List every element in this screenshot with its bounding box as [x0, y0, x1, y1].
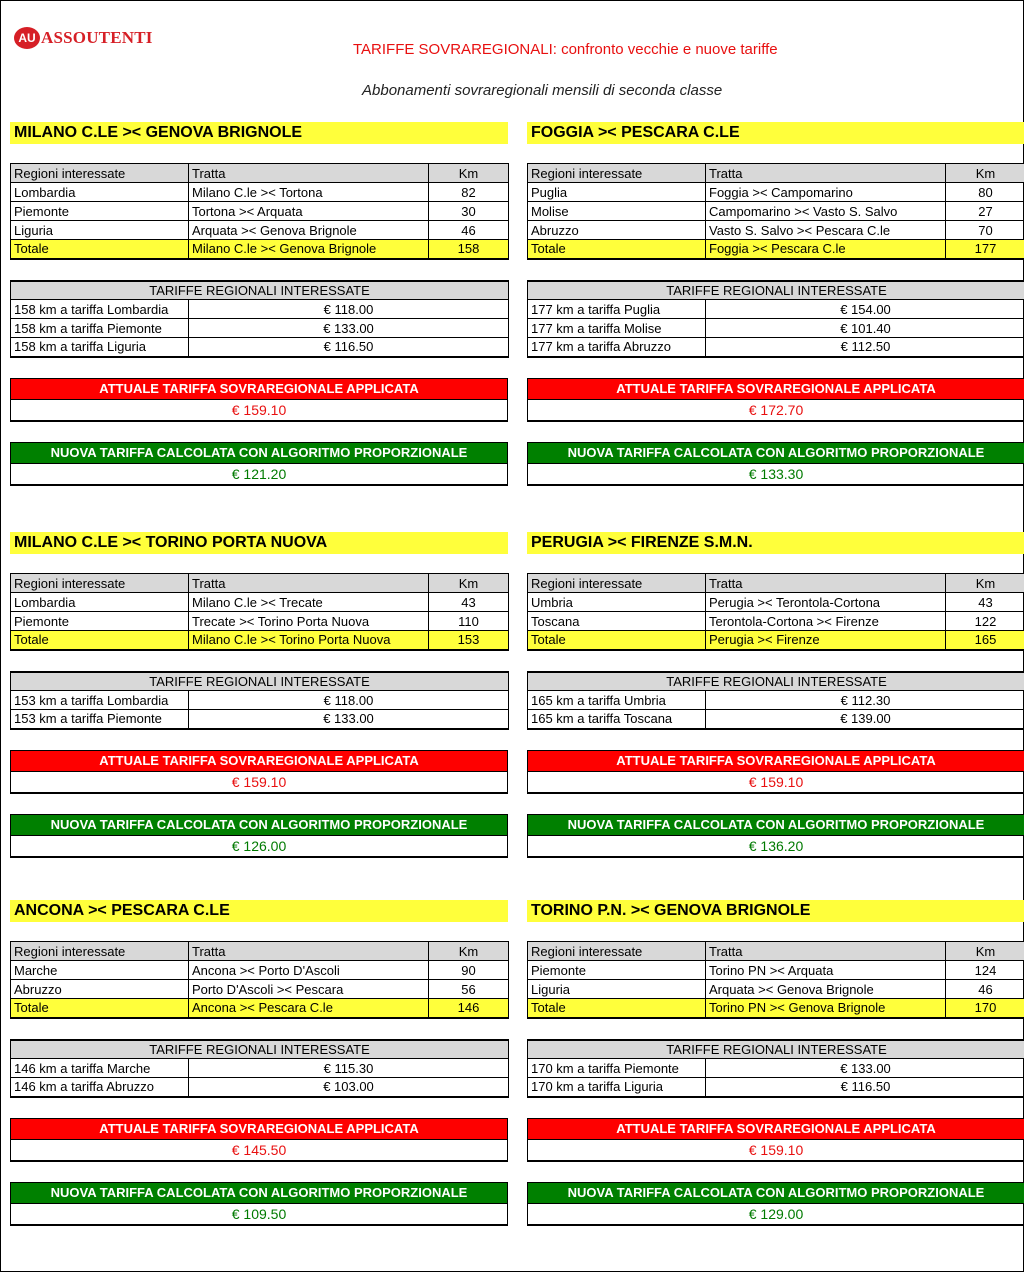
- table-row: [11, 183, 509, 202]
- km-cell: 46: [946, 980, 1024, 999]
- current-fare-value: € 145.50: [11, 1139, 507, 1160]
- table-row: [528, 221, 1024, 240]
- current-fare-box: [527, 1118, 1024, 1162]
- current-fare-box: [527, 750, 1024, 794]
- table-row: [528, 961, 1024, 980]
- rates-table: [10, 1039, 509, 1098]
- rates-header-row: [11, 1040, 509, 1059]
- col-header-km: Km: [946, 942, 1024, 961]
- rate-row: [11, 338, 509, 357]
- table-header-row: [528, 574, 1024, 593]
- km-cell: 27: [946, 202, 1024, 221]
- rates-header-row: [528, 1040, 1024, 1059]
- col-header-km: Km: [429, 164, 509, 183]
- total-km-cell: 146: [429, 999, 509, 1018]
- total-tratta-cell: Perugia >< Firenze: [706, 631, 946, 650]
- rates-header: TARIFFE REGIONALI INTERESSATE: [11, 281, 509, 300]
- total-row: [11, 631, 509, 650]
- tratta-cell: Campomarino >< Vasto S. Salvo: [706, 202, 946, 221]
- rate-label: 177 km a tariffa Molise: [528, 319, 706, 338]
- table-row: [11, 612, 509, 631]
- rate-row: [11, 300, 509, 319]
- rate-row: [11, 691, 509, 710]
- region-cell: Molise: [528, 202, 706, 221]
- col-header-km: Km: [946, 574, 1024, 593]
- page-subtitle: Abbonamenti sovraregionali mensili di seconda classe: [362, 82, 723, 99]
- new-fare-header: NUOVA TARIFFA CALCOLATA CON ALGORITMO PROPORZIONALE: [528, 443, 1024, 463]
- rate-row: [528, 300, 1024, 319]
- total-label-cell: Totale: [528, 631, 706, 650]
- col-header-tratta: Tratta: [706, 942, 946, 961]
- current-fare-value: € 159.10: [11, 771, 507, 792]
- rate-value: € 112.50: [706, 338, 1024, 357]
- tratta-cell: Tortona >< Arquata: [189, 202, 429, 221]
- current-fare-box: [10, 1118, 508, 1162]
- total-tratta-cell: Milano C.le >< Genova Brignole: [189, 240, 429, 259]
- rate-value: € 139.00: [706, 710, 1024, 729]
- rates-table: [10, 671, 509, 730]
- current-fare-value: € 159.10: [528, 1139, 1024, 1160]
- total-label-cell: Totale: [11, 631, 189, 650]
- current-fare-header: ATTUALE TARIFFA SOVRAREGIONALE APPLICATA: [11, 379, 507, 399]
- km-cell: 43: [946, 593, 1024, 612]
- logo-mark: AU: [14, 27, 40, 49]
- rate-label: 158 km a tariffa Lombardia: [11, 300, 189, 319]
- rates-header: TARIFFE REGIONALI INTERESSATE: [11, 672, 509, 691]
- rate-label: 158 km a tariffa Piemonte: [11, 319, 189, 338]
- tratta-cell: Trecate >< Torino Porta Nuova: [189, 612, 429, 631]
- route-block: [527, 900, 1024, 1226]
- total-tratta-cell: Ancona >< Pescara C.le: [189, 999, 429, 1018]
- route-title: FOGGIA >< PESCARA C.LE: [527, 122, 1024, 144]
- route-title: PERUGIA >< FIRENZE S.M.N.: [527, 532, 1024, 554]
- route-block: [527, 532, 1024, 858]
- rate-row: [11, 710, 509, 729]
- new-fare-value: € 126.00: [11, 835, 507, 856]
- rate-value: € 116.50: [189, 338, 509, 357]
- rate-value: € 101.40: [706, 319, 1024, 338]
- km-cell: 122: [946, 612, 1024, 631]
- rate-label: 165 km a tariffa Umbria: [528, 691, 706, 710]
- tratta-cell: Ancona >< Porto D'Ascoli: [189, 961, 429, 980]
- km-cell: 46: [429, 221, 509, 240]
- rate-value: € 154.00: [706, 300, 1024, 319]
- rates-header: TARIFFE REGIONALI INTERESSATE: [528, 672, 1024, 691]
- rate-row: [11, 1059, 509, 1078]
- region-cell: Toscana: [528, 612, 706, 631]
- region-cell: Abruzzo: [11, 980, 189, 999]
- table-header-row: [11, 164, 509, 183]
- total-label-cell: Totale: [11, 999, 189, 1018]
- tratta-cell: Perugia >< Terontola-Cortona: [706, 593, 946, 612]
- rates-table: [527, 671, 1024, 730]
- rate-row: [528, 319, 1024, 338]
- current-fare-value: € 172.70: [528, 399, 1024, 420]
- col-header-regioni: Regioni interessate: [528, 942, 706, 961]
- new-fare-box: [10, 1182, 508, 1226]
- rates-table: [527, 280, 1024, 358]
- total-row: [528, 631, 1024, 650]
- page-title: TARIFFE SOVRAREGIONALI: confronto vecchie e nuove tariffe: [353, 41, 778, 58]
- total-row: [528, 240, 1024, 259]
- logo-text: ASSOUTENTI: [41, 28, 153, 47]
- rate-value: € 133.00: [706, 1059, 1024, 1078]
- new-fare-box: [527, 442, 1024, 486]
- route-table: [527, 941, 1024, 1019]
- rate-label: 170 km a tariffa Piemonte: [528, 1059, 706, 1078]
- new-fare-value: € 109.50: [11, 1203, 507, 1224]
- rate-label: 165 km a tariffa Toscana: [528, 710, 706, 729]
- total-tratta-cell: Foggia >< Pescara C.le: [706, 240, 946, 259]
- route-block: [527, 122, 1024, 486]
- table-row: [528, 612, 1024, 631]
- rate-label: 153 km a tariffa Lombardia: [11, 691, 189, 710]
- total-label-cell: Totale: [11, 240, 189, 259]
- tratta-cell: Foggia >< Campomarino: [706, 183, 946, 202]
- region-cell: Lombardia: [11, 183, 189, 202]
- table-row: [528, 183, 1024, 202]
- km-cell: 82: [429, 183, 509, 202]
- current-fare-box: [10, 378, 508, 422]
- region-cell: Liguria: [11, 221, 189, 240]
- rate-row: [528, 1059, 1024, 1078]
- rates-header-row: [528, 672, 1024, 691]
- table-header-row: [11, 574, 509, 593]
- total-km-cell: 153: [429, 631, 509, 650]
- route-table: [10, 573, 509, 651]
- route-title: TORINO P.N. >< GENOVA BRIGNOLE: [527, 900, 1024, 922]
- rates-header-row: [11, 672, 509, 691]
- col-header-regioni: Regioni interessate: [11, 942, 189, 961]
- rates-header-row: [11, 281, 509, 300]
- total-km-cell: 170: [946, 999, 1024, 1018]
- km-cell: 110: [429, 612, 509, 631]
- total-km-cell: 177: [946, 240, 1024, 259]
- km-cell: 80: [946, 183, 1024, 202]
- table-row: [528, 593, 1024, 612]
- region-cell: Piemonte: [528, 961, 706, 980]
- new-fare-header: NUOVA TARIFFA CALCOLATA CON ALGORITMO PROPORZIONALE: [11, 815, 507, 835]
- total-tratta-cell: Torino PN >< Genova Brignole: [706, 999, 946, 1018]
- new-fare-value: € 121.20: [11, 463, 507, 484]
- region-cell: Piemonte: [11, 202, 189, 221]
- rate-label: 153 km a tariffa Piemonte: [11, 710, 189, 729]
- rate-value: € 133.00: [189, 319, 509, 338]
- new-fare-box: [10, 442, 508, 486]
- route-table: [10, 941, 509, 1019]
- col-header-km: Km: [429, 574, 509, 593]
- rates-table: [527, 1039, 1024, 1098]
- table-header-row: [528, 164, 1024, 183]
- tratta-cell: Arquata >< Genova Brignole: [706, 980, 946, 999]
- new-fare-value: € 133.30: [528, 463, 1024, 484]
- rate-label: 177 km a tariffa Puglia: [528, 300, 706, 319]
- km-cell: 43: [429, 593, 509, 612]
- rate-value: € 115.30: [189, 1059, 509, 1078]
- rate-label: 146 km a tariffa Marche: [11, 1059, 189, 1078]
- rate-value: € 118.00: [189, 691, 509, 710]
- table-row: [11, 221, 509, 240]
- col-header-regioni: Regioni interessate: [11, 574, 189, 593]
- current-fare-box: [527, 378, 1024, 422]
- km-cell: 90: [429, 961, 509, 980]
- new-fare-header: NUOVA TARIFFA CALCOLATA CON ALGORITMO PROPORZIONALE: [528, 1183, 1024, 1203]
- table-row: [11, 202, 509, 221]
- current-fare-header: ATTUALE TARIFFA SOVRAREGIONALE APPLICATA: [528, 1119, 1024, 1139]
- rate-value: € 133.00: [189, 710, 509, 729]
- total-row: [528, 999, 1024, 1018]
- region-cell: Marche: [11, 961, 189, 980]
- tratta-cell: Arquata >< Genova Brignole: [189, 221, 429, 240]
- current-fare-value: € 159.10: [528, 771, 1024, 792]
- table-row: [11, 961, 509, 980]
- col-header-tratta: Tratta: [189, 942, 429, 961]
- col-header-tratta: Tratta: [706, 164, 946, 183]
- new-fare-box: [527, 1182, 1024, 1226]
- rates-table: [10, 280, 509, 358]
- region-cell: Piemonte: [11, 612, 189, 631]
- route-table: [527, 163, 1024, 260]
- table-header-row: [11, 942, 509, 961]
- new-fare-header: NUOVA TARIFFA CALCOLATA CON ALGORITMO PROPORZIONALE: [11, 1183, 507, 1203]
- table-row: [528, 980, 1024, 999]
- col-header-km: Km: [946, 164, 1024, 183]
- rate-value: € 118.00: [189, 300, 509, 319]
- route-block: [10, 122, 508, 486]
- rate-row: [528, 338, 1024, 357]
- rate-row: [11, 319, 509, 338]
- table-row: [11, 980, 509, 999]
- new-fare-value: € 136.20: [528, 835, 1024, 856]
- rate-label: 170 km a tariffa Liguria: [528, 1078, 706, 1097]
- tratta-cell: Milano C.le >< Tortona: [189, 183, 429, 202]
- rate-label: 158 km a tariffa Liguria: [11, 338, 189, 357]
- total-row: [11, 240, 509, 259]
- col-header-regioni: Regioni interessate: [528, 574, 706, 593]
- tratta-cell: Porto D'Ascoli >< Pescara: [189, 980, 429, 999]
- rate-value: € 112.30: [706, 691, 1024, 710]
- rate-row: [528, 710, 1024, 729]
- new-fare-header: NUOVA TARIFFA CALCOLATA CON ALGORITMO PROPORZIONALE: [528, 815, 1024, 835]
- current-fare-header: ATTUALE TARIFFA SOVRAREGIONALE APPLICATA: [11, 751, 507, 771]
- current-fare-box: [10, 750, 508, 794]
- rate-row: [528, 691, 1024, 710]
- rates-header: TARIFFE REGIONALI INTERESSATE: [11, 1040, 509, 1059]
- region-cell: Puglia: [528, 183, 706, 202]
- rates-header: TARIFFE REGIONALI INTERESSATE: [528, 1040, 1024, 1059]
- rates-header-row: [528, 281, 1024, 300]
- tratta-cell: Torino PN >< Arquata: [706, 961, 946, 980]
- route-title: MILANO C.LE >< TORINO PORTA NUOVA: [10, 532, 508, 554]
- col-header-tratta: Tratta: [706, 574, 946, 593]
- rate-row: [528, 1078, 1024, 1097]
- table-row: [528, 202, 1024, 221]
- current-fare-header: ATTUALE TARIFFA SOVRAREGIONALE APPLICATA: [528, 751, 1024, 771]
- rate-row: [11, 1078, 509, 1097]
- route-block: [10, 900, 508, 1226]
- total-label-cell: Totale: [528, 240, 706, 259]
- route-title: ANCONA >< PESCARA C.LE: [10, 900, 508, 922]
- km-cell: 30: [429, 202, 509, 221]
- rate-value: € 103.00: [189, 1078, 509, 1097]
- km-cell: 70: [946, 221, 1024, 240]
- route-table: [10, 163, 509, 260]
- km-cell: 124: [946, 961, 1024, 980]
- col-header-tratta: Tratta: [189, 574, 429, 593]
- route-table: [527, 573, 1024, 651]
- tratta-cell: Vasto S. Salvo >< Pescara C.le: [706, 221, 946, 240]
- route-block: [10, 532, 508, 858]
- current-fare-value: € 159.10: [11, 399, 507, 420]
- total-km-cell: 158: [429, 240, 509, 259]
- assoutenti-logo: [14, 24, 153, 52]
- rate-label: 146 km a tariffa Abruzzo: [11, 1078, 189, 1097]
- new-fare-box: [10, 814, 508, 858]
- table-header-row: [528, 942, 1024, 961]
- km-cell: 56: [429, 980, 509, 999]
- col-header-regioni: Regioni interessate: [528, 164, 706, 183]
- new-fare-header: NUOVA TARIFFA CALCOLATA CON ALGORITMO PROPORZIONALE: [11, 443, 507, 463]
- current-fare-header: ATTUALE TARIFFA SOVRAREGIONALE APPLICATA: [528, 379, 1024, 399]
- region-cell: Abruzzo: [528, 221, 706, 240]
- total-tratta-cell: Milano C.le >< Torino Porta Nuova: [189, 631, 429, 650]
- total-km-cell: 165: [946, 631, 1024, 650]
- total-label-cell: Totale: [528, 999, 706, 1018]
- tratta-cell: Milano C.le >< Trecate: [189, 593, 429, 612]
- region-cell: Umbria: [528, 593, 706, 612]
- region-cell: Lombardia: [11, 593, 189, 612]
- current-fare-header: ATTUALE TARIFFA SOVRAREGIONALE APPLICATA: [11, 1119, 507, 1139]
- tratta-cell: Terontola-Cortona >< Firenze: [706, 612, 946, 631]
- rates-header: TARIFFE REGIONALI INTERESSATE: [528, 281, 1024, 300]
- col-header-regioni: Regioni interessate: [11, 164, 189, 183]
- rate-value: € 116.50: [706, 1078, 1024, 1097]
- region-cell: Liguria: [528, 980, 706, 999]
- new-fare-value: € 129.00: [528, 1203, 1024, 1224]
- route-title: MILANO C.LE >< GENOVA BRIGNOLE: [10, 122, 508, 144]
- col-header-km: Km: [429, 942, 509, 961]
- total-row: [11, 999, 509, 1018]
- rate-label: 177 km a tariffa Abruzzo: [528, 338, 706, 357]
- new-fare-box: [527, 814, 1024, 858]
- table-row: [11, 593, 509, 612]
- col-header-tratta: Tratta: [189, 164, 429, 183]
